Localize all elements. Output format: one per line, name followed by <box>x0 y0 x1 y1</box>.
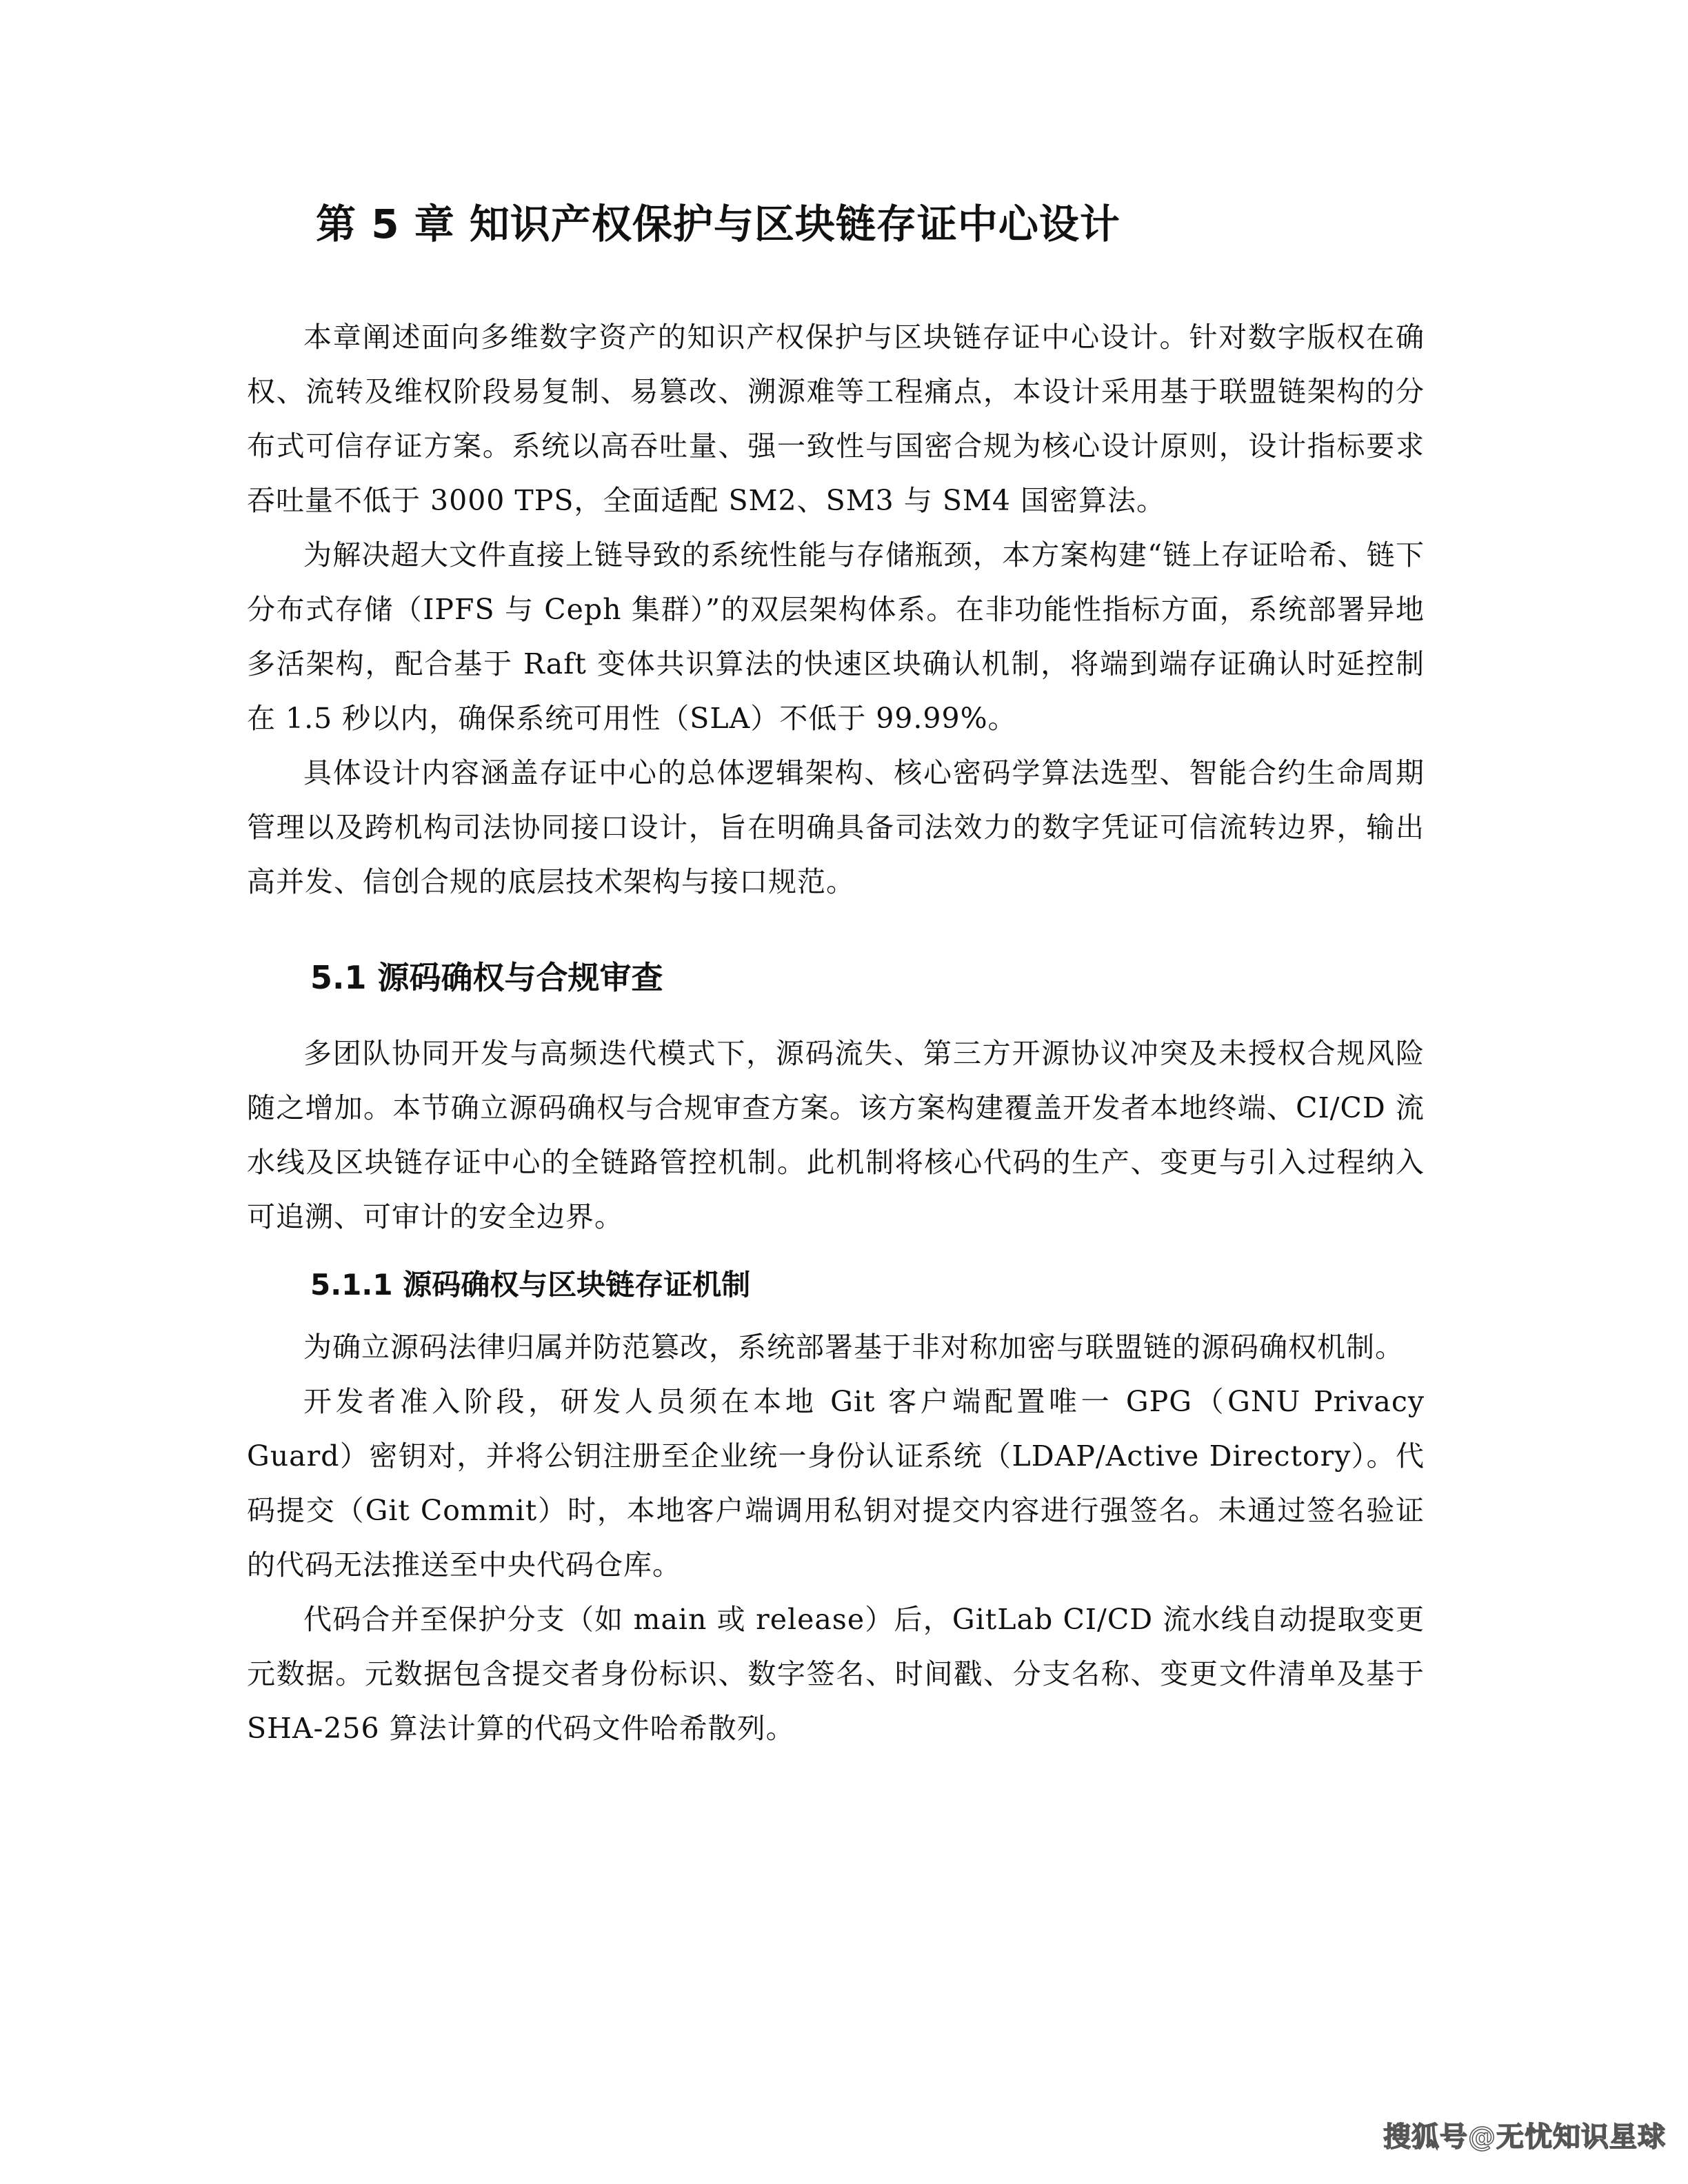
intro-paragraph-2: 为解决超大文件直接上链导致的系统性能与存储瓶颈，本方案构建“链上存证哈希、链下分布式存储（IPFS 与 Ceph 集群）”的双层架构体系。在非功能性指标方面，系统部署异地多活架构，配合基于 Raft 变体共识算法的快速区块确认机制，将端到端存证确认时延控制在 1.5 秒以内，确保系统可用性（SLA）不低于 99.99%。 <box>247 538 1425 735</box>
sohu-watermark: 搜狐号@无忧知识星球 <box>1383 2121 1666 2153</box>
intro-paragraph-1: 本章阐述面向多维数字资产的知识产权保护与区块链存证中心设计。针对数字版权在确权、流转及维权阶段易复制、易篡改、溯源难等工程痛点，本设计采用基于联盟链架构的分布式可信存证方案。系统以高吞吐量、强一致性与国密合规为核心设计原则，设计指标要求吞吐量不低于 3000 TPS，全面适配 SM2、SM3 与 SM4 国密算法。 <box>247 321 1425 517</box>
section-5-1-1-paragraph-1: 为确立源码法律归属并防范篡改，系统部署基于非对称加密与联盟链的源码确权机制。 <box>303 1331 1404 1364</box>
section-5-1-1-paragraph-3: 代码合并至保护分支（如 main 或 release）后，GitLab CI/CD 流水线自动提取变更元数据。元数据包含提交者身份标识、数字签名、时间戳、分支名称、变更文件清单及基于 SHA-256 算法计算的代码文件哈希散列。 <box>247 1603 1425 1745</box>
section-title-5-1: 5.1 源码确权与合规审查 <box>310 959 663 996</box>
chapter-title: 第 5 章 知识产权保护与区块链存证中心设计 <box>316 201 1121 247</box>
section-5-1-1-paragraph-2: 开发者准入阶段，研发人员须在本地 Git 客户端配置唯一 GPG（GNU Privacy Guard）密钥对，并将公钥注册至企业统一身份认证系统（LDAP/Active Directory）。代码提交（Git Commit）时，本地客户端调用私钥对提交内容进行强签名。未通过签名验证的代码无法推送至中央代码仓库。 <box>247 1385 1425 1581</box>
intro-paragraph-3: 具体设计内容涵盖存证中心的总体逻辑架构、核心密码学算法选型、智能合约生命周期管理以及跨机构司法协同接口设计，旨在明确具备司法效力的数字凭证可信流转边界，输出高并发、信创合规的底层技术架构与接口规范。 <box>247 756 1425 898</box>
document-body <box>247 193 1425 1756</box>
subsection-title-5-1-1: 5.1.1 源码确权与区块链存证机制 <box>310 1268 751 1302</box>
section-5-1-paragraph-1: 多团队协同开发与高频迭代模式下，源码流失、第三方开源协议冲突及未授权合规风险随之增加。本节确立源码确权与合规审查方案。该方案构建覆盖开发者本地终端、CI/CD 流水线及区块链存证中心的全链路管控机制。此机制将核心代码的生产、变更与引入过程纳入可追溯、可审计的安全边界。 <box>247 1037 1425 1233</box>
